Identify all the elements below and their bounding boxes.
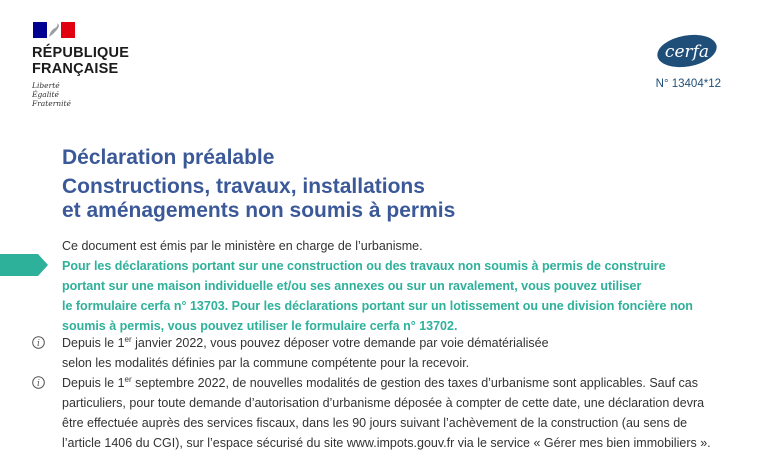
republique-francaise-logo bbox=[32, 22, 129, 108]
notice-line: soumis à permis, vous pouvez utiliser le formulaire cerfa n° 13702. bbox=[62, 319, 458, 333]
arrow-tab-icon bbox=[0, 254, 48, 276]
flag-white bbox=[47, 22, 61, 38]
title-sub-line-1: Constructions, travaux, installations bbox=[62, 175, 425, 198]
cerfa-logo bbox=[656, 34, 718, 68]
notice-line: le formulaire cerfa n° 13703. Pour les déclarations portant sur un lotissement ou une division foncière non bbox=[62, 299, 693, 313]
info-taxes-urbanisme bbox=[32, 373, 732, 453]
intro-text: Ce document est émis par le ministère en charge de l’urbanisme. bbox=[62, 239, 423, 253]
motto-egalite: Égalité bbox=[32, 90, 59, 99]
republique-name bbox=[32, 45, 129, 77]
info-dematerialisation bbox=[32, 333, 732, 373]
motto bbox=[32, 81, 129, 108]
info-2-line-2: particuliers, pour toute demande d’autorisation d’urbanisme déposée à compter de cette date, une déclaration devra bbox=[62, 396, 705, 410]
motto-fraternite: Fraternité bbox=[32, 99, 71, 108]
flag-blue bbox=[33, 22, 47, 38]
cerfa-logo-text: cerfa bbox=[664, 42, 710, 62]
info-1-line-2: selon les modalités définies par la commune compétente pour la recevoir. bbox=[62, 356, 470, 370]
republic-line-2: FRANÇAISE bbox=[32, 61, 119, 77]
svg-text:i: i bbox=[37, 339, 40, 349]
notice-line: portant sur une maison individuelle et/ou ses annexes ou sur un ravalement, vous pouvez utiliser bbox=[62, 279, 642, 293]
republic-line-1: RÉPUBLIQUE bbox=[32, 45, 130, 61]
marianne-icon bbox=[47, 22, 61, 38]
info-circle-icon bbox=[32, 336, 45, 349]
cerfa-notice bbox=[62, 256, 722, 336]
cerfa-number: N° 13404*12 bbox=[655, 78, 721, 90]
info-2-line-1: Depuis le 1er septembre 2022, de nouvelles modalités de gestion des taxes d’urbanisme sont applicables. Sauf cas bbox=[62, 374, 698, 390]
info-circle-icon bbox=[32, 376, 45, 389]
title-sub-line-2: et aménagements non soumis à permis bbox=[62, 199, 456, 222]
notice-line: Pour les déclarations portant sur une construction ou des travaux non soumis à permis de construire bbox=[62, 259, 666, 273]
title-sub bbox=[62, 175, 455, 223]
title-main: Déclaration préalable bbox=[62, 146, 275, 169]
motto-liberte: Liberté bbox=[32, 81, 60, 90]
info-2-line-3: être effectuée auprès des services fiscaux, dans les 90 jours suivant l’achèvement de la construction (au sens de bbox=[62, 416, 688, 430]
french-flag bbox=[33, 22, 75, 38]
document-title bbox=[62, 146, 455, 223]
flag-red bbox=[61, 22, 75, 38]
svg-text:i: i bbox=[37, 379, 40, 389]
info-1-line-1: Depuis le 1er janvier 2022, vous pouvez déposer votre demande par voie dématérialisée bbox=[62, 334, 549, 350]
info-2-line-4: l’article 1406 du CGI), sur l’espace sécurisé du site www.impots.gouv.fr via le service « Gérer mes bien immobiliers ». bbox=[62, 436, 711, 450]
